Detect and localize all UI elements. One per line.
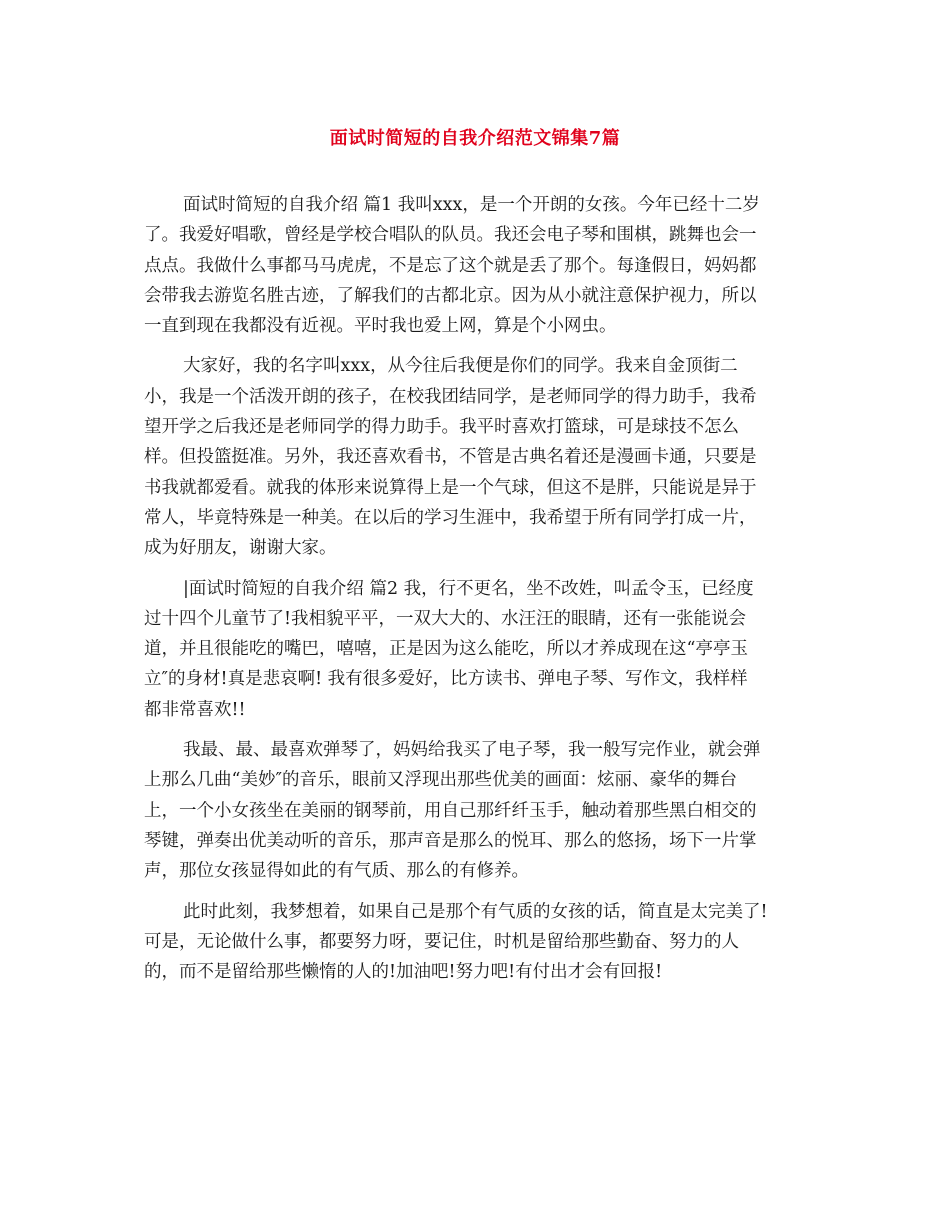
text-line: 琴键，弹奏出优美动听的音乐，那声音是那么的悦耳、那么的悠扬，场下一片掌 [144, 830, 757, 851]
text-line: 面试时简短的自我介绍 篇1 我叫xxx，是一个开朗的女孩。今年已经十二岁 [183, 195, 760, 215]
paragraph-3 [144, 574, 814, 725]
text-line: 上，一个小女孩坐在美丽的钢琴前，用自己那纤纤玉手，触动着那些黑白相交的 [144, 800, 757, 821]
text-line: 常人，毕竟特殊是一种美。在以后的学习生涯中，我希望于所有同学打成一片， [144, 507, 757, 528]
text-line: 声，那位女孩显得如此的有气质、那么的有修养。 [144, 861, 529, 882]
text-line: 望开学之后我还是老师同学的得力助手。我平时喜欢打篮球，可是球技不怎么 [144, 417, 739, 438]
text-line: 一直到现在我都没有近视。平时我也爱上网，算是个小网虫。 [144, 316, 617, 337]
text-line: 点点。我做什么事都马马虎虎，不是忘了这个就是丢了那个。每逢假日，妈妈都 [144, 255, 757, 276]
text-line: 的，而不是留给那些懒惰的人的!加油吧!努力吧!有付出才会有回报! [144, 962, 663, 983]
text-line: 我最、最、最喜欢弹琴了，妈妈给我买了电子琴，我一般写完作业，就会弹 [183, 740, 761, 761]
paragraph-4 [144, 735, 814, 886]
text-line: 过十四个儿童节了!我相貌平平，一双大大的、水汪汪的眼睛，还有一张能说会 [144, 608, 747, 629]
text-line: 会带我去游览名胜古迹，了解我们的古都北京。因为从小就注意保护视力，所以 [144, 285, 757, 306]
text-line: 小，我是一个活泼开朗的孩子，在校我团结同学，是老师同学的得力助手，我希 [144, 386, 757, 407]
text-line: 样。但投篮挺准。另外，我还喜欢看书，不管是古典名着还是漫画卡通，只要是 [144, 447, 757, 468]
document-title: 面试时简短的自我介绍范文锦集7篇 [329, 128, 621, 149]
text-line: 道，并且很能吃的嘴巴，嘻嘻，正是因为这么能吃，所以才养成现在这“亭亭玉 [144, 639, 748, 660]
text-line: 了。我爱好唱歌，曾经是学校合唱队的队员。我还会电子琴和围棋，跳舞也会一 [144, 225, 757, 246]
paragraph-5 [144, 897, 814, 988]
text-line: 大家好，我的名字叫xxx，从今往后我便是你们的同学。我来自金顶街二 [183, 356, 738, 377]
document-body [144, 190, 814, 997]
paragraph-1 [144, 190, 814, 341]
text-line: 可是，无论做什么事，都要努力呀，要记住，时机是留给那些勤奋、努力的人 [144, 931, 739, 952]
text-line: 立″的身材!真是悲哀啊! 我有很多爱好，比方读书、弹电子琴、写作文，我样样 [144, 669, 748, 690]
text-line: |面试时简短的自我介绍 篇2 我，行不更名，坐不改姓，叫孟令玉，已经度 [183, 578, 754, 599]
text-line: 都非常喜欢!! [144, 699, 246, 720]
text-line: 上那么几曲“美妙″的音乐，眼前又浮现出那些优美的画面：炫丽、豪华的舞台 [144, 770, 737, 791]
text-line: 书我就都爱看。就我的体形来说算得上是一个气球，但这不是胖，只能说是异于 [144, 477, 757, 498]
text-line: 成为好朋友，谢谢大家。 [144, 538, 337, 559]
text-line: 此时此刻，我梦想着，如果自己是那个有气质的女孩的话，简直是太完美了! [183, 901, 768, 922]
paragraph-2 [144, 351, 814, 563]
